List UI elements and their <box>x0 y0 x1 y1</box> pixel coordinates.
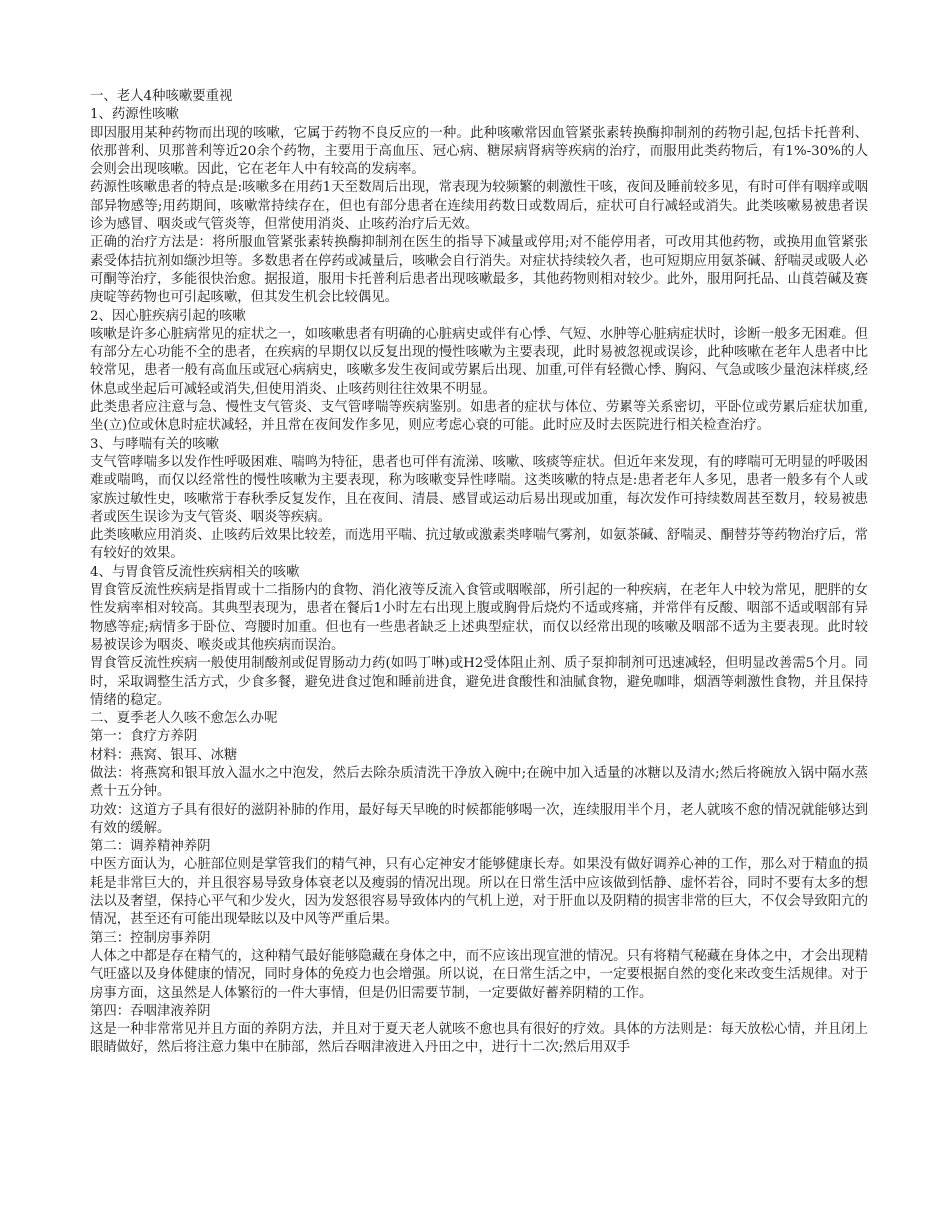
paragraph: 这是一种非常常见并且方面的养阴方法，并且对于夏天老人就咳不愈也具有很好的疗效。具体的方法则是：每天放松心情，并且闭上眼睛做好，然后将注意力集中在肺部，然后吞咽津液进入丹田之中，进行十二次;然后用双手 <box>90 1022 868 1056</box>
paragraph: 此类咳嗽应用消炎、止咳药后效果比较差，而选用平喘、抗过敏或激素类哮喘气雾剂，如氨茶碱、舒喘灵、酮替芬等药物治疗后，常有较好的效果。 <box>90 528 868 562</box>
paragraph: 功效：这道方子具有很好的滋阴补肺的作用，最好每天早晚的时候都能够喝一次，连续服用半个月，老人就咳不愈的情况就能够达到有效的缓解。 <box>90 802 868 836</box>
paragraph: 胃食管反流性疾病一般使用制酸剂或促胃肠动力药(如吗丁啉)或H2受体阻止剂、质子泵抑制剂可迅速减轻，但明显改善需5个月。同时，采取调整生活方式，少食多餐，避免进食过饱和睡前进食，避免进食酸性和油腻食物，避免咖啡，烟酒等刺激性食物，并且保持情绪的稳定。 <box>90 656 868 708</box>
paragraph: 此类患者应注意与急、慢性支气管炎、支气管哮喘等疾病鉴别。如患者的症状与体位、劳累等关系密切，平卧位或劳累后症状加重,坐(立)位或休息时症状减轻，并且常在夜间发作多见，则应考虑心衰的可能。此时应及时去医院进行相关检查治疗。 <box>90 400 868 434</box>
section-heading: 4、与胃食管反流性疾病相关的咳嗽 <box>90 564 300 580</box>
section-heading: 一、老人4种咳嗽要重视 <box>90 89 233 104</box>
section-heading: 3、与哮喘有关的咳嗽 <box>90 436 220 452</box>
paragraph: 药源性咳嗽患者的特点是:咳嗽多在用药1天至数周后出现，常表现为较频繁的刺激性干咳，夜间及睡前较多见，有时可伴有咽痒或咽部异物感等;用药期间，咳嗽常持续存在，但也有部分患者在连续用药数日或数周后，症状可自行减轻或消失。此类咳嗽易被患者误诊为感冒、咽炎或气管炎等，但常使用消炎、止咳药治疗后无效。 <box>90 180 868 233</box>
paragraph: 支气管哮喘多以发作性呼吸困难、喘鸣为特征，患者也可伴有流涕、咳嗽、咳痰等症状。但近年来发现，有的哮喘可无明显的呼吸困难或喘鸣，而仅以经常性的慢性咳嗽为主要表现，称为咳嗽变异性哮喘。这类咳嗽的特点是:患者老年人多见，患者一般多有个人或家族过敏性史，咳嗽常于春秋季反复发作，且在夜间、清晨、感冒或运动后易出现或加重，每次发作可持续数周甚至数月，较易被患者或医生误诊为支气管炎、咽炎等疾病。 <box>90 454 868 525</box>
section-heading: 第二：调养精神养阴 <box>90 839 211 855</box>
section-heading: 第三：控制房事养阴 <box>90 930 211 946</box>
section-heading: 第四：吞咽津液养阴 <box>90 1003 211 1019</box>
paragraph: 人体之中都是存在精气的，这种精气最好能够隐藏在身体之中，而不应该出现宣泄的情况。只有将精气秘藏在身体之中，才会出现精气旺盛以及身体健康的情况，同时身体的免疫力也会增强。所以说，在日常生活之中，一定要根据自然的变化来改变生活规律。对于房事方面，这虽然是人体繁衍的一件大事情，但是仍旧需要节制，一定要做好蓄养阴精的工作。 <box>90 948 868 1001</box>
section-heading: 2、因心脏疾病引起的咳嗽 <box>90 308 246 324</box>
section-heading: 1、药源性咳嗽 <box>90 107 179 123</box>
paragraph: 做法：将燕窝和银耳放入温水之中泡发，然后去除杂质清洗干净放入碗中;在碗中加入适量的冰糖以及清水;然后将碗放入锅中隔水蒸煮十五分钟。 <box>90 765 868 800</box>
paragraph: 中医方面认为，心脏部位则是掌管我们的精气神，只有心定神安才能够健康长寿。如果没有做好调养心神的工作，那么对于精血的损耗是非常巨大的，并且很容易导致身体衰老以及瘦弱的情况出现。所以在日常生活中应该做到恬静、虚怀若谷，同时不要有太多的想法以及奢望，保持心平气和少发火，因为发怒很容易导致体内的气机上逆，对于肝血以及阴精的损害非常的巨大，不仅会导致阳亢的情况，甚至还有可能出现晕眩以及中风等严重后果。 <box>90 857 868 928</box>
paragraph: 咳嗽是许多心脏病常见的症状之一，如咳嗽患者有明确的心脏病史或伴有心悸、气短、水肿等心脏病症状时，诊断一般多无困难。但有部分左心功能不全的患者，在疾病的早期仅以反复出现的慢性咳嗽为主要表现，此时易被忽视或误诊，此种咳嗽在老年人患者中比较常见，患者一般有高血压或冠心病病史，咳嗽多发生夜间或劳累后出现、加重,可伴有轻微心悸、胸闷、气急或咳少量泡沫样痰,经休息或坐起后可减轻或消失,但使用消炎、止咳药则往往效果不明显。 <box>90 326 868 397</box>
section-heading: 第一：食疗方养阴 <box>90 729 198 745</box>
paragraph: 即因服用某种药物而出现的咳嗽，它属于药物不良反应的一种。此种咳嗽常因血管紧张素转换酶抑制剂的药物引起,包括卡托普利、依那普利、贝那普利等近20余个药物，主要用于高血压、冠心病、糖尿病肾病等疾病的治疗，而服用此类药物后，有1%-30%的人会则会出现咳嗽。因此，它在老年人中有较高的发病率。 <box>90 125 868 178</box>
paragraph: 正确的治疗方法是：将所服血管紧张素转换酶抑制剂在医生的指导下减量或停用;对不能停用者，可改用其他药物，或换用血管紧张素受体拮抗剂如缬沙坦等。多数患者在停药或减量后，咳嗽会自行消失。对症状持续较久者，也可短期应用氨茶碱、舒喘灵或吸人必可酮等治疗，多能很快治愈。据报道，服用卡托普利后患者出现咳嗽最多，其他药物则相对较少。此外，服用阿托品、山莨菪碱及赛庚啶等药物也可引起咳嗽，但其发生机会比较偶见。 <box>90 235 868 306</box>
section-heading: 二、夏季老人久咳不愈怎么办呢 <box>90 711 278 727</box>
paragraph: 胃食管反流性疾病是指胃或十二指肠内的食物、消化液等反流入食管或咽喉部，所引起的一种疾病，在老年人中较为常见，肥胖的女性发病率相对较高。其典型表现为，患者在餐后1小时左右出现上腹或胸骨后烧灼不适或疼痛，并常伴有反酸、咽部不适或咽部有异物感等症;病情多于卧位、弯腰时加重。但也有一些患者缺乏上述典型症状，而仅以经常出现的咳嗽及咽部不适为主要表现。此时较易被误诊为咽炎、喉炎或其他疾病而误治。 <box>90 583 868 653</box>
document-body <box>90 88 868 1058</box>
section-heading: 材料：燕窝、银耳、冰糖 <box>90 747 238 763</box>
